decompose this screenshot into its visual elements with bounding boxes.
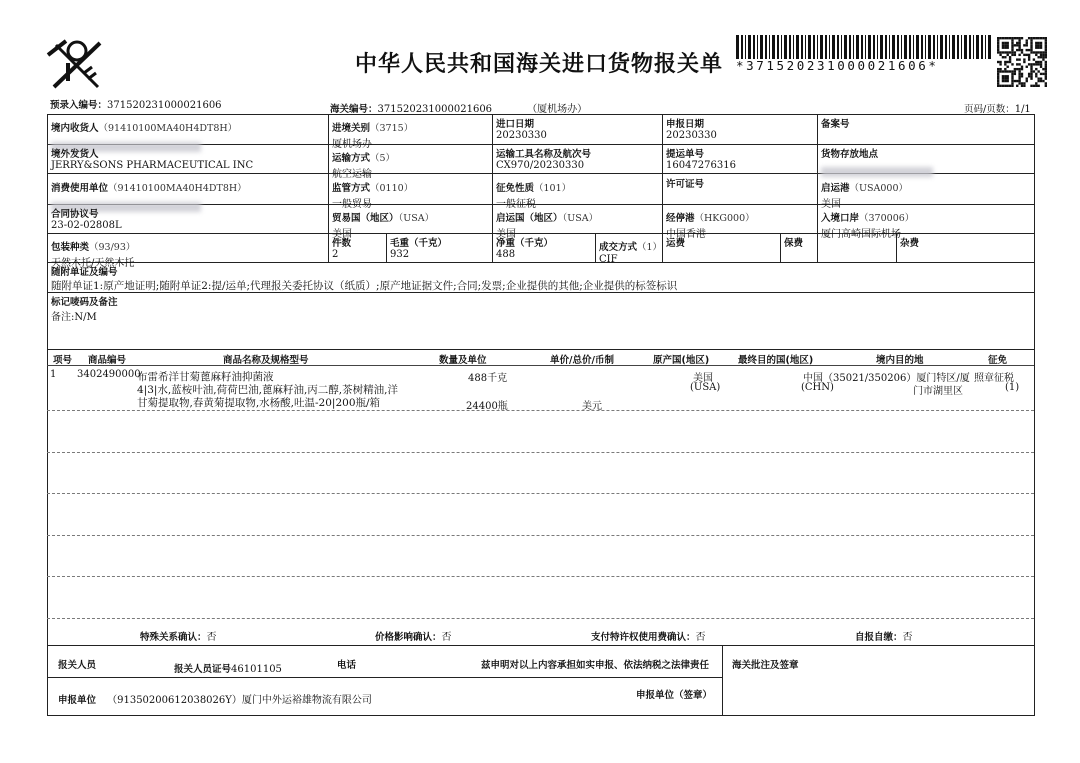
consumer-label: 消费使用单位 (51, 183, 109, 194)
item-name-line1: 布雷希洋甘菊蓖麻籽油抑菌液 (137, 371, 274, 383)
self-report-confirm (855, 625, 913, 644)
item-no: 1 (50, 369, 57, 380)
pieces-value: 2 (332, 249, 339, 260)
col-final-dest: 最终目的国(地区) (738, 355, 814, 366)
overseas-shipper-label: 境外发货人 (51, 149, 99, 160)
declaration-statement: 兹申明对以上内容承担如实申报、依法纳税之法律责任 (481, 660, 710, 671)
levy-nature-cell (496, 176, 571, 210)
levy-nature-code: （101） (534, 183, 572, 194)
customs-no-label: 海关编号： (330, 104, 378, 115)
item-qty-secondary: 24400瓶 (466, 401, 508, 412)
license-cell (666, 176, 704, 190)
royalty-value: 否 (695, 632, 706, 643)
levy-nature-label: 征免性质 (496, 183, 535, 194)
deal-mode-value: CIF (599, 254, 618, 265)
insurance-label: 保费 (784, 238, 804, 249)
import-date-cell (496, 116, 547, 141)
consignee-code: （91410100MA40H4DT8H） (98, 123, 238, 134)
package-value: 天然木托/天然木托 (51, 258, 135, 269)
entry-port-label: 进境关别 (332, 123, 371, 134)
deal-mode-code: （1） (637, 242, 663, 253)
consignee-label: 境内收货人 (51, 123, 99, 134)
customs-office: （厦机场办） (527, 104, 588, 115)
pieces-label: 件数 (332, 238, 352, 249)
item-currency: 美元 (582, 401, 602, 412)
phone-label: 电话 (337, 660, 357, 671)
barcode-text: *371520231000021606* (736, 58, 939, 73)
departure-port-code: （USA000） (849, 183, 909, 194)
supervision-code: （0110） (370, 183, 414, 194)
customs-emblem-icon (44, 37, 110, 93)
misc-fee-label: 杂费 (900, 238, 920, 249)
preentry-value: 371520231000021606 (107, 100, 222, 111)
bill-no-label: 提运单号 (666, 149, 705, 160)
gross-weight-cell (390, 235, 447, 260)
customs-sign-label: 海关批注及签章 (732, 660, 799, 671)
price-impact-value: 否 (441, 632, 452, 643)
self-report-value: 否 (902, 632, 913, 643)
declaring-unit-value: （91350200612038026Y）厦门中外运裕雄物流有限公司 (107, 695, 372, 706)
vehicle-value: CX970/20230330 (496, 160, 585, 171)
attached-docs-label: 随附单证及编号 (51, 267, 118, 278)
transit-port-code: （HKG000） (694, 213, 755, 224)
departure-port-cell (821, 176, 908, 210)
package-code: （93/93） (89, 242, 136, 253)
col-quantity: 数量及单位 (439, 355, 487, 366)
bill-no-cell (666, 146, 736, 171)
import-date-label: 进口日期 (496, 119, 535, 130)
entry-point-code: （370006） (859, 213, 915, 224)
contract-cell (51, 206, 122, 231)
document-title: 中华人民共和国海关进口货物报关单 (355, 52, 724, 77)
royalty-label: 支付特许权使用费确认： (591, 632, 696, 643)
declaring-unit-label: 申报单位 (58, 695, 97, 706)
declare-date-cell (666, 116, 717, 141)
entry-port-code: （3715） (370, 123, 414, 134)
origin-country-label: 启运国（地区） (496, 213, 563, 224)
freight-label: 运费 (666, 238, 686, 249)
col-goods-name: 商品名称及规格型号 (223, 355, 309, 366)
vehicle-label: 运输工具名称及航次号 (496, 149, 592, 160)
origin-country-code: （USA） (562, 213, 599, 224)
col-domestic-dest: 境内目的地 (876, 355, 924, 366)
contract-value: 23-02-02808L (51, 220, 122, 231)
declare-date-value: 20230330 (666, 130, 717, 141)
attached-docs-value: 随附单证1:原产地证明;随附单证2:提/运单;代理报关委托协议（纸质）;原产地证据文件;合同;发票;企业提供的其他;企业提供的标签标识 (51, 280, 678, 292)
page-value: 1/1 (1014, 104, 1031, 115)
transport-mode-label: 运输方式 (332, 153, 371, 164)
declaring-unit (58, 688, 372, 707)
entry-port-value: 厦机场办 (332, 139, 372, 150)
overseas-shipper-cell (51, 146, 253, 171)
item-origin: 美国 (693, 373, 713, 384)
trade-country-value: 美国 (332, 229, 352, 240)
transit-port-value: 中国香港 (666, 229, 706, 240)
item-levy-code: (1) (1005, 382, 1020, 393)
special-relation-label: 特殊关系确认： (140, 632, 207, 643)
departure-port-value: 美国 (821, 199, 841, 210)
license-label: 许可证号 (666, 179, 705, 190)
col-goods-code: 商品编号 (88, 355, 127, 366)
vehicle-cell (496, 146, 591, 171)
origin-country-value: 美国 (496, 229, 516, 240)
gross-weight-label: 毛重（千克） (390, 238, 448, 249)
supervision-label: 监管方式 (332, 183, 371, 194)
qr-code-icon (997, 37, 1047, 87)
overseas-shipper-value: JERRY&SONS PHARMACEUTICAL INC (51, 160, 254, 171)
declarant-label: 报关人员 (58, 660, 97, 671)
entry-point-label: 入境口岸 (821, 213, 860, 224)
special-relation-value: 否 (206, 632, 217, 643)
item-name-line3: 甘菊提取物,春黄菊提取物,水杨酸,吐温-20|200瓶/箱 (137, 397, 381, 409)
net-weight-cell (496, 235, 553, 260)
col-item-no: 项号 (53, 355, 73, 366)
preentry-number (50, 97, 222, 111)
trade-country-label: 贸易国（地区） (332, 213, 399, 224)
transport-mode-cell (332, 146, 395, 180)
item-final-code: (CHN) (801, 382, 834, 393)
entry-point-value: 厦门高崎国际机场 (821, 229, 901, 240)
trade-country-code: （USA） (398, 213, 435, 224)
customs-no-value: 371520231000021606 (377, 104, 493, 115)
net-weight-label: 净重（千克） (496, 238, 554, 249)
special-relation-confirm (140, 625, 217, 644)
price-impact-label: 价格影响确认： (375, 632, 442, 643)
record-no-cell (821, 116, 850, 130)
import-date-value: 20230330 (496, 130, 547, 141)
item-qty-primary: 488千克 (468, 373, 508, 384)
col-price: 单价/总价/币制 (550, 355, 614, 366)
gross-weight-value: 932 (390, 249, 410, 260)
remarks-value: 备注:N/M (51, 312, 97, 323)
page-label: 页码/页数： (964, 104, 1015, 115)
declarant-id-value: 46101105 (231, 664, 282, 675)
record-no-label: 备案号 (821, 119, 850, 130)
departure-port-label: 启运港 (821, 183, 850, 194)
remarks-label: 标记唛码及备注 (51, 297, 118, 308)
supervision-cell (332, 176, 413, 210)
bill-no-value: 16047276316 (666, 160, 736, 171)
item-origin-code: (USA) (690, 382, 721, 393)
table-row (47, 367, 1034, 412)
declarant-id (174, 657, 282, 676)
storage-label: 货物存放地点 (821, 149, 879, 160)
item-levy: 照章征税 (974, 373, 1014, 384)
levy-nature-value: 一般征税 (496, 199, 536, 210)
package-label: 包装种类 (51, 242, 90, 253)
entry-port-cell (332, 116, 413, 150)
declare-date-label: 申报日期 (666, 119, 705, 130)
col-levy: 征免 (988, 355, 1008, 366)
col-origin: 原产国(地区) (653, 355, 710, 366)
transport-mode-value: 航空运输 (332, 169, 372, 180)
royalty-confirm (591, 625, 706, 644)
transit-port-label: 经停港 (666, 213, 695, 224)
item-name-line2: 4|3|水,蓝桉叶油,荷荷巴油,蓖麻籽油,丙二醇,茶树精油,洋 (137, 384, 398, 396)
item-code: 3402490000 (77, 369, 141, 380)
self-report-label: 自报自缴： (855, 632, 903, 643)
deal-mode-label: 成交方式 (599, 242, 638, 253)
pieces-cell (332, 235, 351, 260)
item-final-dest: 中国（35021/350206）厦门特区/厦 (803, 373, 970, 384)
consumer-code: （91410100MA40H4DT8H） (108, 183, 247, 194)
declarant-id-label: 报关人员证号 (174, 664, 232, 675)
net-weight-value: 488 (496, 249, 516, 260)
transport-mode-code: （5） (370, 153, 396, 164)
contract-label: 合同协议号 (51, 209, 99, 220)
barcode (736, 35, 992, 59)
supervision-value: 一般贸易 (332, 199, 372, 210)
item-domestic-dest: 门市湖里区 (913, 386, 963, 397)
price-impact-confirm (375, 625, 452, 644)
unit-seal-label: 申报单位（签章） (636, 690, 713, 701)
preentry-label: 预录入编号： (50, 100, 108, 111)
deal-mode-cell (599, 235, 662, 265)
